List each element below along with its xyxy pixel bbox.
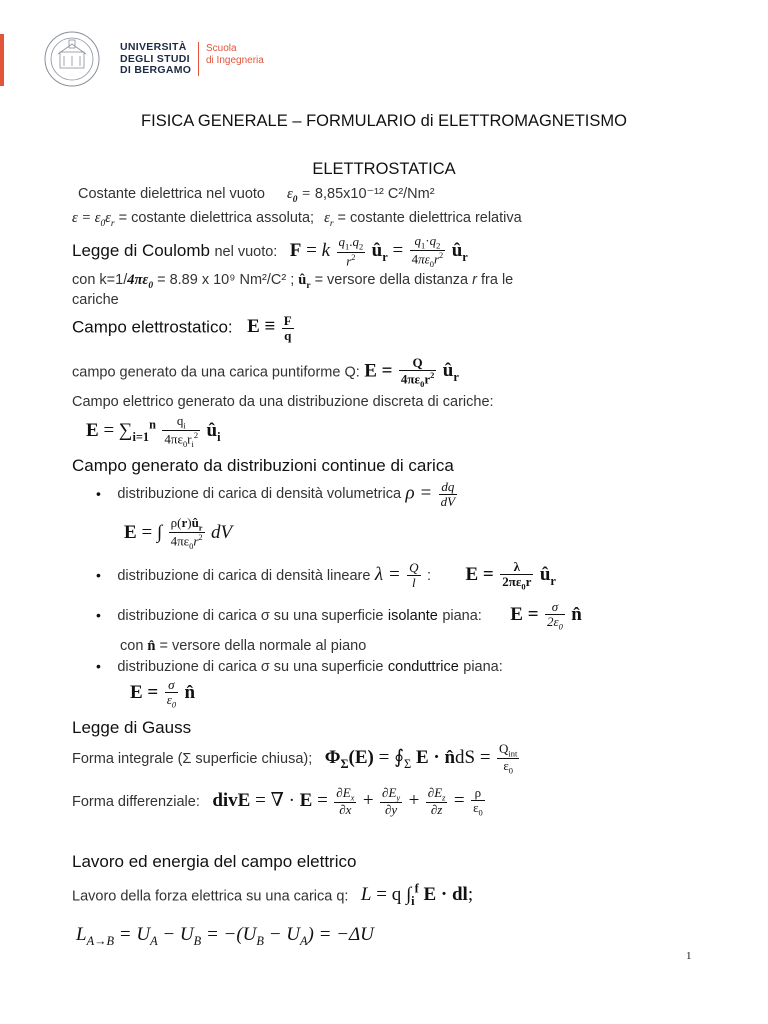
bullet-volumetric: • distribuzione di carica di densità volumetrica ρ = $\frac{dq}{dV}$ xyxy=(96,479,456,509)
gauss-differential: Forma differenziale: divE = ∇ · E = $\frac{\partial E_x}{\partial x}$ + $\frac{\partial E_y}{\partial y}$ + $\frac{\partial E_z}{\partial z}$ = $\frac{\rho}{\varepsilon_0}$ xyxy=(72,785,483,818)
coulomb-note-cont: cariche xyxy=(72,292,119,308)
university-name: UNIVERSITÀ DEGLI STUDI DI BERGAMO xyxy=(120,41,192,76)
field-definition: Campo elettrostatico: E ≡ $\frac{F}{q}$ xyxy=(72,313,292,343)
coulomb-line: Legge di Coulomb nel vuoto: F = k $\frac{q_1.q_2}{r^2}$ $û_r$ = $\frac{q_1\cdot q_2}{4\pi\varepsilon_0r^2}$ $û_r$ xyxy=(72,233,468,270)
coulomb-note: con $k=1/4\pi\varepsilon_0 = 8.89$ x 10⁹ Nm²/C² ; $û_r$ = versore della distanza r fra le xyxy=(72,272,514,291)
volumetric-formula: E = ∫ $\frac{\rho(r)û_r}{4\pi\varepsilon_0r^2}$ dV xyxy=(124,515,233,552)
bullet-conductor: • distribuzione di carica σ su una superficie conduttrice piana: xyxy=(96,658,503,675)
bullet-insulating: • distribuzione di carica σ su una superficie isolante piana: E = $\frac{\sigma}{2\varepsilon_0}$ n̂ xyxy=(96,599,582,632)
gauss-integral: Forma integrale (Σ superficie chiusa); $\Phi_\Sigma(E)$ = $∮_\Sigma$ E · n̂dS = $\frac{Q_{int}}{\varepsilon_0}$ xyxy=(72,741,518,777)
discrete-distribution: Campo elettrico generato da una distribuzione discreta di cariche: xyxy=(72,394,494,410)
gauss-heading: Legge di Gauss xyxy=(72,718,192,737)
discrete-formula: $E = \sum_{i=1}^n$ $\frac{q_i}{4\pi\varepsilon_0r_i^2}$ $û_i$ xyxy=(86,413,221,450)
accent-bar xyxy=(0,34,4,86)
school-name: Scuola di Ingegneria xyxy=(206,43,264,66)
header-divider xyxy=(198,42,199,76)
line-dielectric-absolute: $\varepsilon = \varepsilon_0\varepsilon_r$ = costante dielettrica assoluta; $\varepsilon_r$ = costante dielettrica relativa xyxy=(72,210,522,229)
page-number: 1 xyxy=(686,950,692,962)
work-energy-formula: $L_{A\to B} = U_A - U_B = -(U_B - U_A) = -\Delta U$ xyxy=(76,924,374,948)
conductor-formula: E = $\frac{\sigma}{\varepsilon_0}$ n̂ xyxy=(130,677,196,710)
continuous-heading: Campo generato da distribuzioni continue di carica xyxy=(72,456,454,475)
point-charge-field: campo generato da una carica puntiforme Q: E = $\frac{Q}{4\pi\varepsilon_0r^2}$ $û_r$ xyxy=(72,355,459,389)
section-title: ELETTROSTATICA xyxy=(312,160,456,178)
work-heading: Lavoro ed energia del campo elettrico xyxy=(72,852,357,871)
university-seal-icon xyxy=(36,30,108,88)
document-title: FISICA GENERALE – FORMULARIO di ELETTROMAGNETISMO xyxy=(141,112,627,130)
bullet-linear: • distribuzione di carica di densità lineare λ = $\frac{Q}{l}$ : E = $\frac{\lambda}{2\pi\varepsilon_0r}$ $û_r$ xyxy=(96,559,556,592)
work-line: Lavoro della forza elettrica su una carica q: L = q $\int_i^f$ E · dl; xyxy=(72,882,474,909)
normal-note: con n̂ = versore della normale al piano xyxy=(120,638,367,654)
line-dielectric-vacuum: Costante dielettrica nel vuoto $\varepsilon_0 = 8,85x10^{-12}$ C²/Nm² xyxy=(78,186,435,205)
